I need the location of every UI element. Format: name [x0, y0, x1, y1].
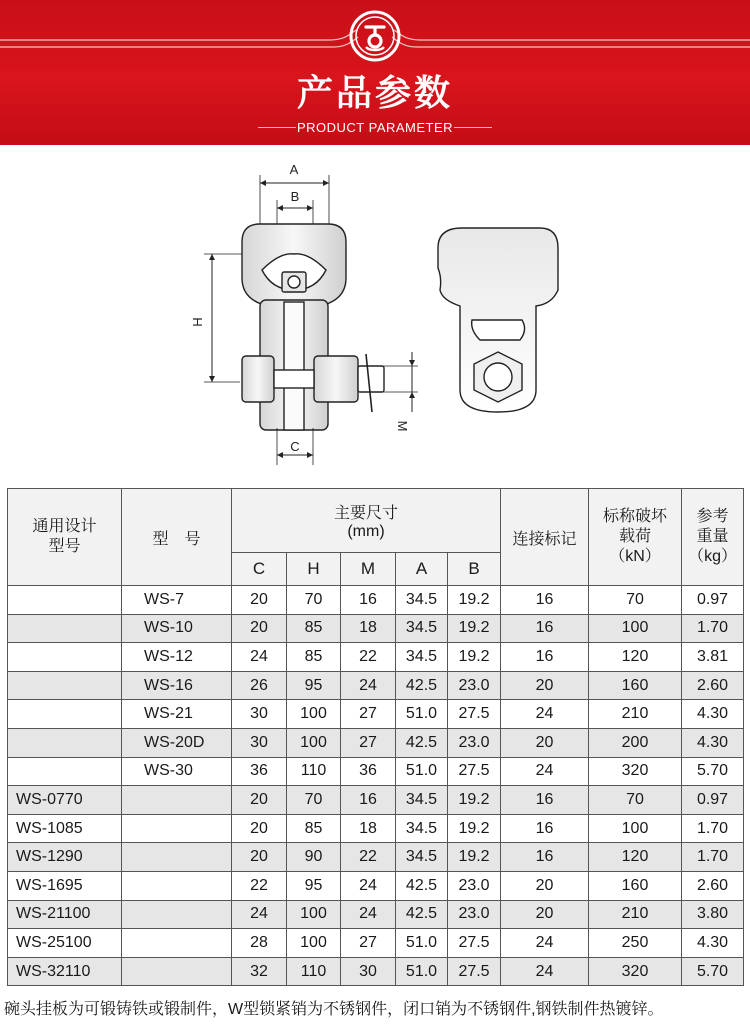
table-row [8, 700, 744, 729]
header-dim-a: A [396, 553, 448, 586]
table-cell-weight: 3.81 [682, 643, 744, 672]
table-cell-h: 90 [287, 843, 341, 872]
table-cell-c: 32 [232, 957, 287, 986]
table-cell-design: WS-25100 [8, 929, 122, 958]
table-cell-mark: 16 [501, 843, 589, 872]
table-cell-load: 320 [589, 957, 682, 986]
table-row [8, 957, 744, 986]
table-cell-m: 24 [341, 871, 396, 900]
table-cell-a: 34.5 [396, 786, 448, 815]
table-cell-c: 30 [232, 700, 287, 729]
table-cell-model: WS-10 [122, 614, 232, 643]
table-cell-weight: 0.97 [682, 786, 744, 815]
table-row [8, 671, 744, 700]
table-cell-mark: 24 [501, 700, 589, 729]
table-cell-mark: 16 [501, 643, 589, 672]
header-dim-b: B [448, 553, 501, 586]
table-cell-design: WS-1290 [8, 843, 122, 872]
table-cell-load: 160 [589, 871, 682, 900]
table-cell-a: 51.0 [396, 929, 448, 958]
table-cell-c: 20 [232, 786, 287, 815]
product-drawing [180, 150, 560, 480]
header-dim-m: M [341, 553, 396, 586]
table-row [8, 757, 744, 786]
table-cell-weight: 5.70 [682, 757, 744, 786]
table-cell-load: 70 [589, 586, 682, 615]
table-cell-b: 19.2 [448, 786, 501, 815]
table-cell-design: WS-32110 [8, 957, 122, 986]
table-cell-design [8, 586, 122, 615]
table-cell-c: 20 [232, 586, 287, 615]
table-cell-load: 200 [589, 728, 682, 757]
table-cell-a: 51.0 [396, 957, 448, 986]
table-cell-weight: 1.70 [682, 814, 744, 843]
table-cell-design [8, 728, 122, 757]
table-cell-c: 22 [232, 871, 287, 900]
page-title: 产品参数 [296, 73, 453, 114]
table-cell-model [122, 871, 232, 900]
table-cell-design [8, 700, 122, 729]
table-cell-h: 100 [287, 929, 341, 958]
table-row [8, 843, 744, 872]
table-cell-mark: 16 [501, 814, 589, 843]
header-main-dimensions: 主要尺寸 (mm) [232, 489, 501, 553]
table-cell-m: 30 [341, 957, 396, 986]
table-cell-design [8, 757, 122, 786]
table-cell-m: 24 [341, 671, 396, 700]
dimension-label-b: B [290, 189, 300, 204]
table-cell-b: 23.0 [448, 900, 501, 929]
table-cell-weight: 3.80 [682, 900, 744, 929]
table-cell-m: 18 [341, 614, 396, 643]
table-cell-design: WS-1085 [8, 814, 122, 843]
table-cell-mark: 20 [501, 728, 589, 757]
table-cell-m: 16 [341, 786, 396, 815]
circle-emblem-icon [349, 10, 401, 62]
table-cell-a: 34.5 [396, 843, 448, 872]
table-cell-h: 110 [287, 757, 341, 786]
table-cell-weight: 0.97 [682, 586, 744, 615]
table-cell-m: 27 [341, 700, 396, 729]
table-cell-model [122, 843, 232, 872]
table-cell-design [8, 671, 122, 700]
header-model: 型 号 [122, 489, 232, 586]
table-cell-weight: 4.30 [682, 728, 744, 757]
table-cell-m: 18 [341, 814, 396, 843]
table-cell-model [122, 957, 232, 986]
table-cell-mark: 16 [501, 614, 589, 643]
table-cell-b: 27.5 [448, 957, 501, 986]
table-cell-load: 210 [589, 900, 682, 929]
table-cell-weight: 2.60 [682, 671, 744, 700]
table-cell-b: 23.0 [448, 871, 501, 900]
table-cell-c: 20 [232, 814, 287, 843]
table-row [8, 786, 744, 815]
header-rated-load: 标称破坏载荷 （kN） [589, 489, 682, 586]
table-cell-weight: 5.70 [682, 957, 744, 986]
dimension-label-h: H [190, 317, 205, 327]
table-cell-m: 22 [341, 843, 396, 872]
table-cell-a: 42.5 [396, 900, 448, 929]
table-cell-design [8, 643, 122, 672]
table-row [8, 586, 744, 615]
table-body [8, 586, 744, 986]
table-cell-b: 27.5 [448, 757, 501, 786]
table-cell-load: 250 [589, 929, 682, 958]
table-cell-c: 26 [232, 671, 287, 700]
table-cell-a: 51.0 [396, 700, 448, 729]
table-cell-m: 16 [341, 586, 396, 615]
header-banner [0, 0, 750, 145]
table-row [8, 728, 744, 757]
table-cell-load: 160 [589, 671, 682, 700]
footnote: 碗头挂板为可锻铸铁或锻制件，W型锁紧销为不锈钢件，闭口销为不锈钢件,钢铁制件热镀锌。 [4, 1001, 664, 1018]
table-cell-mark: 20 [501, 900, 589, 929]
table-cell-h: 85 [287, 814, 341, 843]
table-cell-mark: 24 [501, 757, 589, 786]
table-cell-h: 110 [287, 957, 341, 986]
table-cell-design: WS-0770 [8, 786, 122, 815]
parameter-table [7, 488, 744, 986]
table-cell-a: 34.5 [396, 586, 448, 615]
table-cell-mark: 24 [501, 957, 589, 986]
table-cell-load: 320 [589, 757, 682, 786]
table-cell-c: 30 [232, 728, 287, 757]
table-cell-model [122, 786, 232, 815]
table-row [8, 900, 744, 929]
table-cell-design [8, 614, 122, 643]
side-view [438, 228, 558, 412]
table-cell-b: 19.2 [448, 614, 501, 643]
table-cell-m: 22 [341, 643, 396, 672]
table-cell-a: 34.5 [396, 614, 448, 643]
table-cell-m: 36 [341, 757, 396, 786]
table-cell-c: 20 [232, 843, 287, 872]
header-dim-c: C [232, 553, 287, 586]
table-cell-weight: 4.30 [682, 700, 744, 729]
table-cell-mark: 20 [501, 871, 589, 900]
table-cell-b: 19.2 [448, 586, 501, 615]
table-cell-a: 34.5 [396, 814, 448, 843]
table-cell-b: 23.0 [448, 728, 501, 757]
table-cell-model: WS-16 [122, 671, 232, 700]
table-cell-b: 19.2 [448, 643, 501, 672]
table-cell-h: 70 [287, 786, 341, 815]
table-cell-model: WS-30 [122, 757, 232, 786]
table-cell-c: 20 [232, 614, 287, 643]
table-cell-weight: 2.60 [682, 871, 744, 900]
table-cell-weight: 1.70 [682, 614, 744, 643]
table-cell-a: 42.5 [396, 671, 448, 700]
table-cell-b: 23.0 [448, 671, 501, 700]
table-cell-a: 42.5 [396, 728, 448, 757]
table-cell-m: 27 [341, 929, 396, 958]
table-cell-model: WS-12 [122, 643, 232, 672]
table-cell-m: 27 [341, 728, 396, 757]
table-cell-load: 210 [589, 700, 682, 729]
table-cell-h: 95 [287, 871, 341, 900]
table-cell-b: 27.5 [448, 700, 501, 729]
table-cell-model [122, 929, 232, 958]
table-cell-load: 100 [589, 814, 682, 843]
table-cell-design: WS-1695 [8, 871, 122, 900]
front-view [204, 175, 418, 465]
table-cell-a: 51.0 [396, 757, 448, 786]
table-cell-a: 34.5 [396, 643, 448, 672]
table-row [8, 929, 744, 958]
table-cell-mark: 16 [501, 586, 589, 615]
table-cell-mark: 16 [501, 786, 589, 815]
dimension-label-c: C [290, 439, 300, 454]
table-cell-mark: 24 [501, 929, 589, 958]
table-cell-weight: 4.30 [682, 929, 744, 958]
table-cell-b: 19.2 [448, 814, 501, 843]
table-cell-model [122, 814, 232, 843]
header-dim-h: H [287, 553, 341, 586]
table-cell-c: 24 [232, 643, 287, 672]
table-row [8, 643, 744, 672]
table-cell-h: 95 [287, 671, 341, 700]
table-cell-a: 42.5 [396, 871, 448, 900]
dimension-label-m: M [395, 420, 410, 432]
table-cell-h: 85 [287, 614, 341, 643]
table-cell-c: 24 [232, 900, 287, 929]
table-cell-h: 100 [287, 700, 341, 729]
table-cell-c: 28 [232, 929, 287, 958]
table-cell-mark: 20 [501, 671, 589, 700]
table-cell-m: 24 [341, 900, 396, 929]
table-cell-h: 70 [287, 586, 341, 615]
table-cell-load: 120 [589, 643, 682, 672]
table-cell-h: 100 [287, 900, 341, 929]
table-row [8, 614, 744, 643]
page-subtitle: PRODUCT PARAMETER [296, 120, 454, 135]
table-cell-load: 120 [589, 843, 682, 872]
table-cell-design: WS-21100 [8, 900, 122, 929]
table-cell-model [122, 900, 232, 929]
table-cell-model: WS-21 [122, 700, 232, 729]
table-cell-load: 100 [589, 614, 682, 643]
table-cell-weight: 1.70 [682, 843, 744, 872]
dimension-label-a: A [289, 162, 299, 177]
table-cell-load: 70 [589, 786, 682, 815]
table-cell-b: 27.5 [448, 929, 501, 958]
table-row [8, 871, 744, 900]
table-cell-model: WS-20D [122, 728, 232, 757]
table-row [8, 814, 744, 843]
header-design-model: 通用设计型号 [8, 489, 122, 586]
header-ref-weight: 参考重量 （kg） [682, 489, 744, 586]
table-cell-b: 19.2 [448, 843, 501, 872]
table-cell-model: WS-7 [122, 586, 232, 615]
table-cell-h: 85 [287, 643, 341, 672]
header-connection-mark: 连接标记 [501, 489, 589, 586]
table-cell-c: 36 [232, 757, 287, 786]
table-cell-h: 100 [287, 728, 341, 757]
